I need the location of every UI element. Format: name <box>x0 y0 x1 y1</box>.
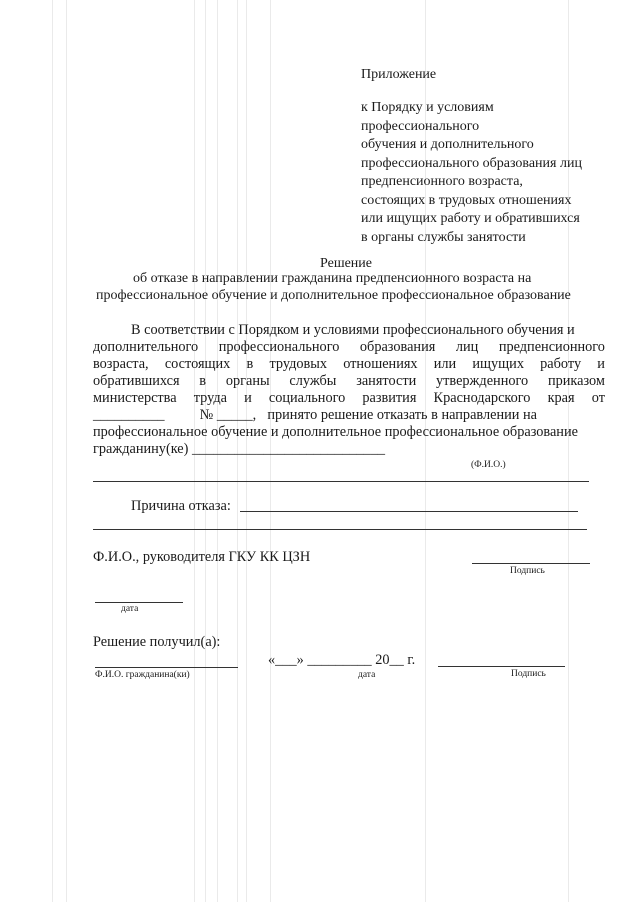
head-label: Ф.И.О., руководителя ГКУ КК ЦЗН <box>93 549 311 565</box>
citizen-caption: Ф.И.О. гражданина(ки) <box>95 670 190 680</box>
date-caption: дата <box>121 604 139 614</box>
appendix-label: Приложение <box>361 67 437 82</box>
received-date-field[interactable]: «___» _________ 20__ г. <box>268 652 416 668</box>
received-date-caption: дата <box>358 670 376 680</box>
decision-number-field[interactable]: _____, <box>216 407 257 423</box>
received-label: Решение получил(а): <box>93 634 221 650</box>
reason-field[interactable] <box>240 511 578 512</box>
received-signature-caption: Подпись <box>511 669 546 679</box>
appendix-line: предпенсионного возраста, <box>361 174 523 189</box>
signature-caption: Подпись <box>510 566 545 576</box>
appendix-line: профессионального образования лиц <box>361 155 582 171</box>
blank-line[interactable] <box>93 481 589 482</box>
received-signature-field[interactable] <box>438 666 565 667</box>
body-line: министерства труда и социального развития Краснодарского края от <box>93 390 605 406</box>
appendix-line: обучения и дополнительного <box>361 137 534 152</box>
body-line: профессиональное обучение и дополнительное профессиональное образование <box>93 424 578 440</box>
decision-subtitle: профессиональное обучение и дополнительное профессиональное образование <box>96 288 571 303</box>
appendix-line: состоящих в трудовых отношениях <box>361 192 572 208</box>
citizen-name-field[interactable]: гражданину(ке) ___________________________ <box>93 441 385 457</box>
decision-subtitle: об отказе в направлении гражданина предпенсионного возраста на <box>133 271 532 286</box>
head-signature-field[interactable] <box>472 563 590 564</box>
appendix-line: в органы службы занятости <box>361 229 526 245</box>
body-line: обратившихся в органы службы занятости утвержденного приказом <box>93 373 605 389</box>
appendix-line: или ищущих работу и обратившихся <box>361 211 580 226</box>
body-line: В соответствии с Порядком и условиями профессионального обучения и <box>131 322 575 338</box>
appendix-line: к Порядку и условиям <box>361 100 494 115</box>
decision-title: Решение <box>320 256 373 271</box>
appendix-line: профессионального <box>361 118 480 134</box>
body-line: возраста, состоящих в трудовых отношениях или ищущих работу и <box>93 356 605 372</box>
head-date-field[interactable] <box>95 602 183 603</box>
fio-caption: (Ф.И.О.) <box>471 460 506 470</box>
citizen-fio-field[interactable] <box>95 667 238 668</box>
body-line: дополнительного профессионального образования лиц предпенсионного <box>93 339 605 355</box>
reason-field-line2[interactable] <box>93 529 587 530</box>
body-line: __________ № _____, принято решение отказать в направлении на <box>93 407 537 423</box>
decision-date-field[interactable]: __________ <box>93 407 165 423</box>
reason-label: Причина отказа: <box>131 498 231 514</box>
